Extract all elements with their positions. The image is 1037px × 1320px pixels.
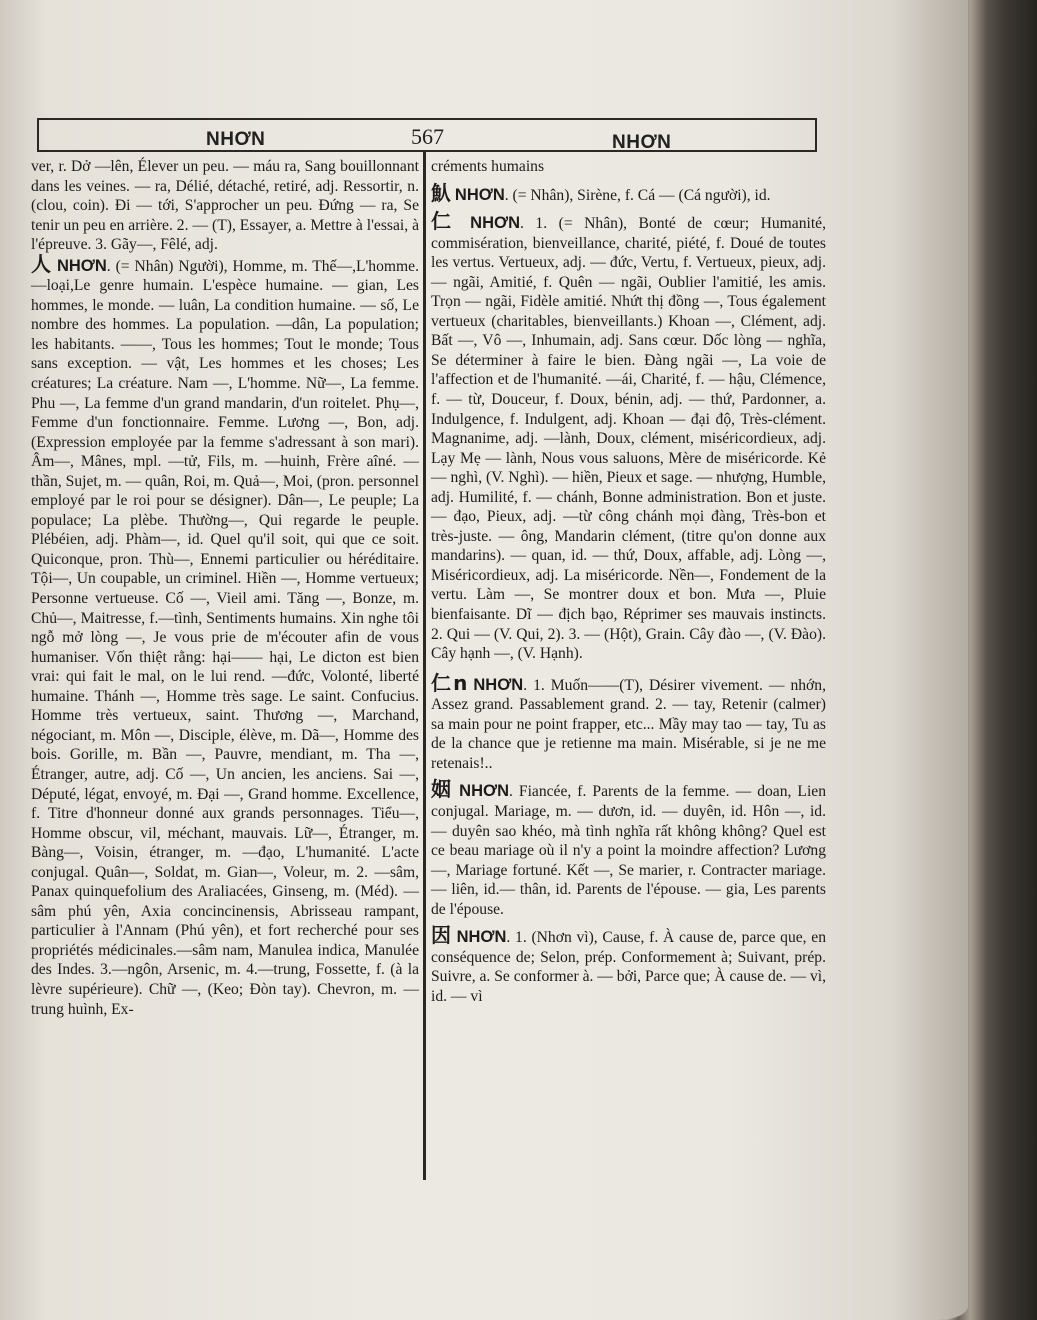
entry-hanzi: 因 — [431, 923, 452, 948]
column-divider — [423, 150, 426, 1180]
entry-hanzi: 姻 — [431, 777, 454, 802]
entry-hanzi: 人 — [31, 251, 53, 276]
entry-continuation: ver, r. Dở —lên, Élever un peu. — máu ra, Sang bouillonnant dans les veines. — ra, Délié, détaché, retiré, adj. Ressortir, n. (clou, coin). Đi — tới, S'approcher un peu. Đứng — ra, Se tenir un peu en arrière. 2. — (T), Essayer, a. Mettre à l'essai, à l'épreuve. 3. Gãy—, Fêlé, adj. — [31, 158, 419, 254]
entry-word: NHƠN — [459, 782, 509, 801]
entry-body: . 1. (= Nhân), Bonté de cœur; Humanité, commisération, bienveillance, charité, piété, f. Doué de toutes les vertus. Vertueux, adj. — đức, Vertu, f. Vertueux, pieux, adj. — ngãi, Amitié, f. Quên — ngãi, Oublier l'amitié, les amis. Trọn — ngãi, Fidèle amitié. Nhứt thị đồng —, Tous également vertueux (charitables, bienveillants.) Khoan —, Clément, adj. Bất —, Vô —, Inhumain, adj. Sans cœur. Dốc lòng — nghĩa, Se déterminer à faire le bien. Đàng ngãi —, La voie de l'affection et de l'humanité. —ái, Charité, f. — hậu, Clémence, f. — từ, Douceur, f. Doux, bénin, adj. — thứ, Pardonner, a. Indulgence, f. Indulgent, adj. Khoan — đại độ, Très-clément. Magnanime, adj. —lành, Doux, clément, miséricordieux, adj. Lạy Mẹ — lành, Nous vous saluons, Mère de miséricorde. Kẻ — nghì, (V. Nghì). — hiền, Pieux et sage. — nhượng, Humble, adj. Humilité, f. — chánh, Bonne administration. Bon et juste. — đạo, Pieux, adj. —từ công chánh mọi đàng, Très-bon et très-juste. — ông, Mandarin clément, (titre qu'on donne aux mandarins). — quan, id. — thứ, Doux, affable, adj. Lòng —, Miséricordieux, adj. La miséricorde. Nền—, Fondement de la vertu. Làm —, Se montrer doux et bon. Mưa —, Pluie bienfaisante. Dĩ — địch bạo, Réprimer ses mauvais instincts. 2. Qui — (V. Qui, 2). 3. — (Hột), Grain. Cây đào —, (V. Đào). Cây hạnh —, (V. Hạnh). — [431, 215, 826, 663]
header-headword-left: NHƠN — [206, 129, 266, 150]
entry-word: NHƠN — [470, 214, 520, 233]
dictionary-entry — [431, 670, 826, 774]
entry-body: Thế—,L'homme. —loại,Le genre humain. L'espèce humaine. — gian, Les hommes, le monde. — luân, La condition humaine. — số, Le nombre des hommes. La population. —dân, La population; les habitants. ——, Tous les hommes; Tout le monde; Tous sans exception. — vật, Les hommes et les choses; Les créatures; La créature. Nam —, L'homme. Nữ—, La femme. Phu —, La femme d'un grand mandarin, d'un roitelet. Phụ—, Femme d'un fonctionnaire. Femme. Lương —, Bon, adj. (Expression employée par la femme s'adressant à son mari). Âm—, Mânes, mpl. —tử, Fils, m. —huinh, Frère aîné. —thần, Sujet, m. — quân, Roi, m. Quả—, Moi, (pron. personnel employé par le roi pour se désigner). Dân—, Le peuple; La populace; La plèbe. Thường—, Qui regarde le peuple. Plébéien, adj. Phàm—, id. Quel qu'il soit, qui que ce soit. Quiconque, pron. Thù—, Ennemi particulier ou héréditaire. Tội—, Un coupable, un criminel. Hiền —, Homme vertueux; Personne vertueuse. Cố —, Vieil ami. Tăng —, Bonze, m. Chủ—, Maitresse, f.—tình, Sentiments humains. Xin nghe tôi ngỗ mở lòng —, Je vous prie de m'écouter afin de vous humaniser. Vốn thiệt rằng: hại—— hại, Le dicton est bien vrai: qui fait le mal, on le lui rend. —đức, Volonté, liberté humaine. Thánh —, Homme très sage. Le saint. Confucius. Homme très vertueux, saint. Thương —, Marchand, négociant, m. Môn —, Disciple, élève, m. Dã—, Homme des bois. Gorille, m. Bần —, Pauvre, mendiant, m. Tha —, Étranger, autre, adj. Cố —, Un ancien, les anciens. Sai —, Député, légat, envoyé, m. Đại —, Grand homme. Excellence, f. Titre d'honneur donné aux grands personnages. Tiểu—, Homme obscur, vil, méchant, mauvais. Lữ—, Étranger, m. Bàng—, Voisin, étranger, m. —đạo, L'humanité. L'acte conjugal. Quân—, Soldat, m. Gian—, Voleur, m. 2. —sâm, Panax quinquefolium des Araliacées, Ginseng, m. (Méd). —sâm phú yên, Axia concincinensis, Abrisseau rampant, particulier à l'Annam (Phú yên), et fort recherché pour ses propriétés médicinales.—sâm nam, Manulea indica, Manulée des Indes. 3.—ngôn, Arsenic, m. 4.—trung, Fossette, f. (à la lèvre supérieure). Chữ —, (Keo; Đòn tay). Chevron, m. —trung huình, Ex- — [31, 257, 419, 1018]
dictionary-entry — [431, 777, 826, 919]
entry-word: NHƠN — [473, 675, 524, 694]
page-number: 567 — [411, 124, 444, 149]
entry-hanzi: 仁n — [431, 670, 468, 695]
entry-word: NHƠN — [456, 928, 507, 947]
entry-hanzi: 魜 — [431, 180, 451, 205]
dictionary-entry — [431, 209, 826, 664]
entry-hanzi: 仁 — [431, 209, 459, 234]
entry-body: . (= Nhân), Sirène, f. Cá — (Cá người), id. — [504, 186, 771, 204]
dictionary-entry — [431, 923, 827, 1006]
entry-gloss: . (= Nhân) Người), Homme, m. — [106, 257, 308, 275]
entry-body: . Fiancée, f. Parents de la femme. — doan, Lien conjugal. Mariage, m. — dươn, id. — duyên, id. Hôn —, id. — duyên sao khéo, mà tình nghĩa rất không không? Quel est ce beau mariage où il n'y a point la moindre affection? Lương —, Mariage fortuné. Kết —, Se marier, r. Contracter mariage.— liên, id.— thân, id. Parents de l'épouse. — gia, Les parents de l'épouse. — [431, 783, 826, 918]
entry-word: NHƠN — [56, 256, 107, 275]
entry-continuation: créments humains — [431, 158, 545, 175]
entry-body: . 1. Muốn——(T), Désirer vivement. — nhớn, Assez grand. Passablement grand. 2. — tay, Retenir (calmer) sa main pour ne point frapper, etc... Mầy may tao — tay, Tu as de la chance que je retienne ma main. Misérable, si je ne me retenais!.. — [431, 676, 826, 772]
entry-head — [31, 251, 419, 1019]
header-headword-right: NHƠN — [612, 132, 672, 153]
entry-body: . 1. (Nhơn vì), Cause, f. À cause de, parce que, en conséquence de; Selon, prép. Conformement à; Suivant, prép. Suivre, a. Se conformer à. — bởi, Parce que; À cause de. — vì, id. — vì — [431, 929, 827, 1005]
entry-word: NHƠN — [454, 185, 505, 204]
dictionary-entry — [431, 180, 826, 206]
left-column — [31, 157, 419, 1019]
running-header — [37, 118, 817, 152]
right-column — [431, 157, 826, 1006]
